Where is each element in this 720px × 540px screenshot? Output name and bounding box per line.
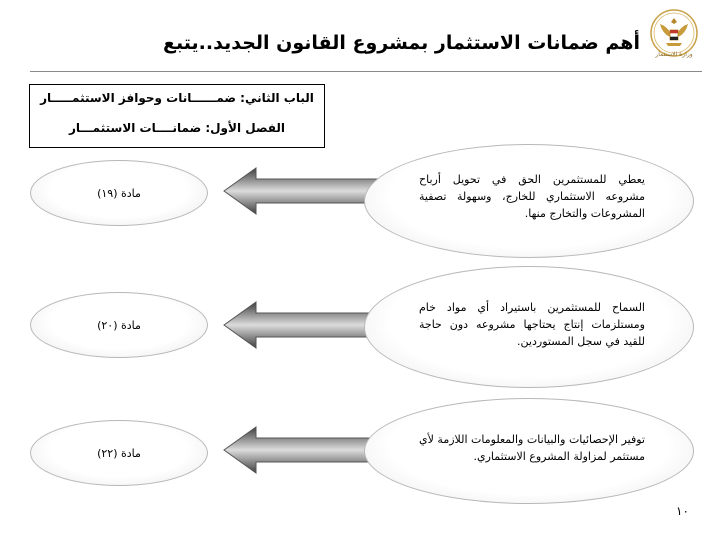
page-number: ١٠ — [676, 504, 689, 518]
article-label-20 — [30, 292, 208, 358]
article-number: مادة (١٩) — [97, 186, 141, 200]
chapter-section-title: الفصل الأول: ضمانــــات الاستثمـــار — [68, 121, 286, 135]
article-text: توفير الإحصائيات والبيانات والمعلومات اللازمة لأي مستثمر لمزاولة المشروع الاستثماري. — [419, 433, 645, 463]
chapter-box — [29, 84, 325, 148]
arrow-left-icon — [222, 425, 382, 475]
article-text: يعطي للمستثمرين الحق في تحويل أرباح مشروعه الاستثماري للخارج، وسهولة تصفية المشروعات والتخارج منها. — [419, 173, 645, 220]
article-number: مادة (٢٠) — [97, 318, 141, 332]
ministry-logo — [646, 8, 702, 62]
article-label-22 — [30, 420, 208, 486]
article-text: السماح للمستثمرين باستيراد أي مواد خام ومستلزمات إنتاج يحتاجها مشروعه دون حاجة للقيد في سجل المستوردين. — [419, 301, 645, 348]
article-description-20 — [364, 266, 694, 388]
article-description-22 — [364, 398, 694, 504]
header-divider — [30, 71, 702, 72]
article-label-19 — [30, 160, 208, 226]
page-title: أهم ضمانات الاستثمار بمشروع القانون الجديد..يتبع — [163, 32, 640, 54]
arrow-left-icon — [222, 300, 382, 350]
chapter-part-title: الباب الثاني: ضمــــــانات وحوافز الاستثمـــــار — [40, 91, 314, 105]
arrow-left-icon — [222, 166, 382, 216]
article-number: مادة (٢٢) — [97, 446, 141, 460]
svg-text:وزارة الاستثمار: وزارة الاستثمار — [655, 51, 693, 58]
article-description-19 — [364, 144, 694, 258]
